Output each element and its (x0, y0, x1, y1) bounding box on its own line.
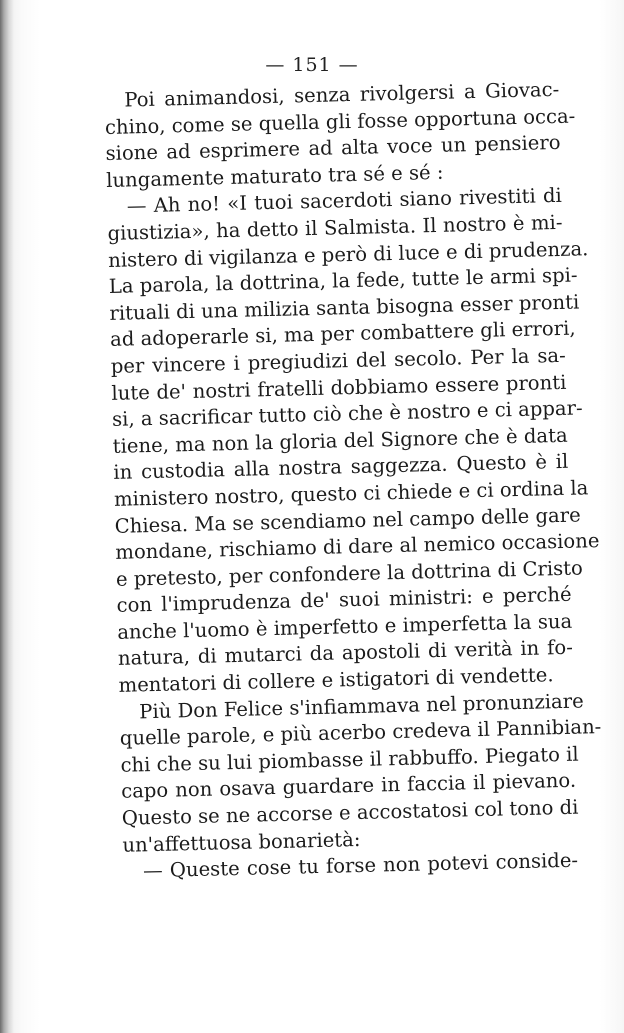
text-line: chi che su lui piombasse il rabbuffo. Piegato il (120, 742, 579, 777)
text-line: anche l'uomo è imperfetto e imperfetta la sua (117, 609, 573, 644)
text-line: ad adoperarle si, ma per combattere gli errori, (109, 316, 576, 352)
text-line: rituali di una milizia santa bisogna esser pronti (109, 290, 580, 325)
text-line: per vincere i pregiudizi del secolo. Per la sa- (110, 343, 566, 378)
text-line: un'affettuosa bonarietà: (122, 827, 361, 857)
text-line: chino, come se quella gli fosse opportuna occa- (104, 104, 576, 139)
text-line: — Queste cose tu forse non potevi conside- (142, 848, 579, 883)
body-text (104, 77, 602, 886)
text-line: capo non osava guardare in faccia il pievano. (120, 769, 577, 804)
text-line: Chiesa. Ma se scendiamo nel campo delle gare (114, 502, 581, 538)
text-line: con l'imprudenza de' suoi ministri: e perché (116, 583, 572, 618)
text-line: sione ad esprimere ad alta voce un pensiero (105, 131, 561, 166)
text-line: nistero di vigilanza e però di luce e di prudenza. (107, 236, 589, 272)
text-line: giustizia», ha detto il Salmista. Il nostro è mi- (107, 210, 563, 245)
text-line: Poi animandosi, senza rivolgersi a Giovac- (124, 77, 560, 112)
text-line: — Ah no! «I tuoi sacerdoti siano rivestiti di (126, 184, 563, 218)
text-line: si, a sacrificar tutto ciò che è nostro e ci appar- (111, 396, 583, 432)
text-line: mondane, rischiamo di dare al nemico occasione (115, 529, 600, 564)
text-line: natura, di mutarci da apostoli di verità in fo- (117, 636, 574, 671)
text-line: in custodia alla nostra saggezza. Questo è il (113, 450, 569, 485)
page-binding-shadow (0, 0, 14, 1033)
text-line: Questo se ne accorse e accostatosi col tono di (121, 795, 579, 830)
text-line: e pretesto, per confondere la dottrina di Cristo (115, 556, 584, 591)
text-line: ministero nostro, questo ci chiede e ci ordina la (113, 476, 589, 511)
text-line: quelle parole, e più acerbo credeva il Pannibian- (119, 715, 602, 751)
text-line: Più Don Felice s'infiammava nel pronunziare (138, 689, 584, 723)
text-line: mentatori di collere e istigatori di vendette. (118, 663, 554, 697)
page-number: — 151 — (265, 54, 359, 76)
text-line: lungamente maturato tra sé e sé : (105, 160, 444, 192)
text-line: tiene, ma non la gloria del Signore che è data (112, 423, 568, 458)
text-line: La parola, la dottrina, la fede, tutte le armi spi- (108, 263, 578, 299)
text-line: lute de' nostri fratelli dobbiamo essere pronti (111, 370, 567, 405)
